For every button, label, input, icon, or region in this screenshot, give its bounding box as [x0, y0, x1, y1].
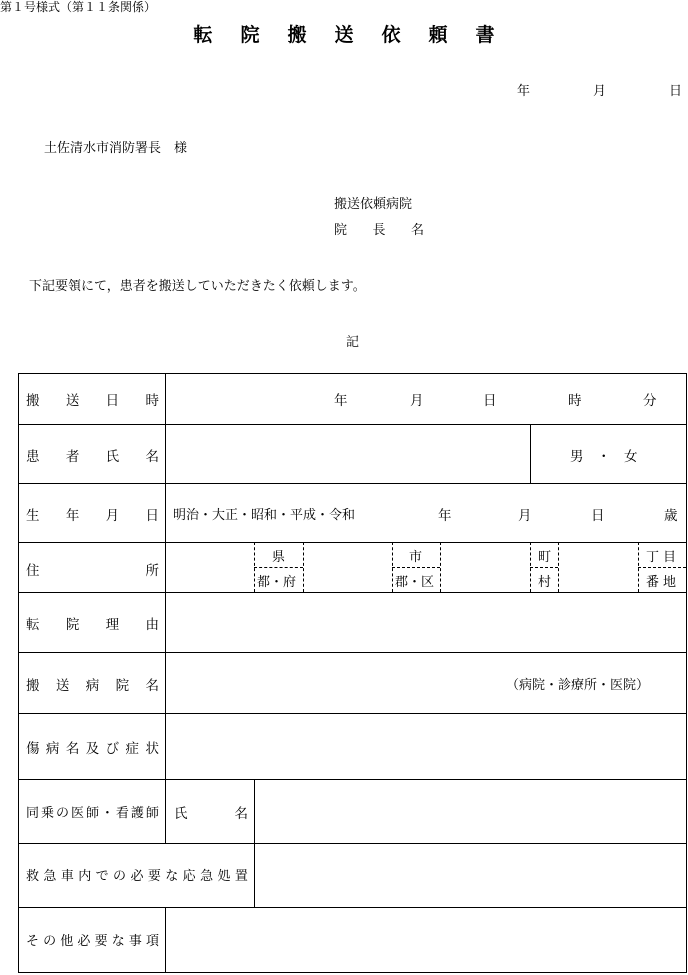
- document-title: 転院搬送依頼書: [193, 24, 523, 46]
- destination-hospital-label: 搬 送 病 院 名: [26, 678, 159, 694]
- accompanying-staff-label: 同 乗 の 医 師 ・ 看 護 師: [26, 806, 159, 821]
- city-bottom-label: 郡・区: [395, 575, 435, 590]
- other-items-label: そ の 他 必 要 な 事 項: [26, 934, 159, 949]
- director-char: 名: [410, 223, 424, 238]
- birth-year-unit: 年: [438, 508, 452, 524]
- form-number: 第１号様式（第１１条関係）: [0, 0, 157, 14]
- director-name-label: [334, 219, 424, 238]
- addressee: 土佐清水市消防署長 様: [44, 141, 188, 156]
- town-top-label: 町: [538, 550, 552, 565]
- address-label: 住 所: [26, 563, 159, 579]
- block-bottom-label: 番地: [646, 575, 681, 590]
- era-options: 明治・大正・昭和・平成・令和: [173, 508, 356, 523]
- emergency-treatment-label: 救 急 車 内 で の 必 要 な 応 急 処 置: [26, 869, 248, 884]
- request-text: 下記要領にて，患者を搬送していただきたく依頼します。: [29, 279, 366, 294]
- birth-date-label: 生 年 月 日: [26, 508, 159, 524]
- date-year-label: 年: [517, 84, 531, 99]
- request-date-line: [517, 80, 682, 99]
- date-month-label: 月: [592, 84, 606, 99]
- city-top-label: 市: [409, 550, 423, 565]
- patient-name-label: 患 者 氏 名: [26, 449, 159, 465]
- block-top-label: 丁目: [646, 550, 681, 565]
- sex-options: 男 ・ 女: [570, 449, 638, 465]
- transfer-request-table: [18, 373, 687, 973]
- date-day-label: 日: [668, 84, 682, 99]
- requesting-hospital-label: 搬送依頼病院: [334, 197, 413, 212]
- diagnosis-label: 傷 病 名 及 び 症 状: [26, 741, 159, 757]
- director-char: 長: [372, 223, 386, 238]
- director-char: 院: [334, 223, 348, 238]
- age-unit: 歳: [664, 508, 678, 524]
- birth-month-unit: 月: [518, 508, 532, 524]
- transport-hour-unit: 時: [568, 393, 582, 409]
- town-bottom-label: 村: [538, 575, 552, 590]
- transfer-reason-label: 転 院 理 由: [26, 617, 159, 633]
- transport-datetime-label: 搬 送 日 時: [26, 393, 159, 409]
- ki-label: 記: [346, 335, 360, 350]
- prefecture-bottom-label: 都・府: [257, 575, 297, 590]
- transport-year-unit: 年: [334, 393, 348, 409]
- transport-day-unit: 日: [483, 393, 497, 409]
- transport-minute-unit: 分: [643, 393, 657, 409]
- birth-day-unit: 日: [591, 508, 605, 524]
- hospital-type-options: （病院・診療所・医院）: [506, 678, 650, 693]
- staff-name-label: 氏 名: [174, 806, 248, 822]
- prefecture-top-label: 県: [272, 550, 286, 565]
- transport-month-unit: 月: [410, 393, 424, 409]
